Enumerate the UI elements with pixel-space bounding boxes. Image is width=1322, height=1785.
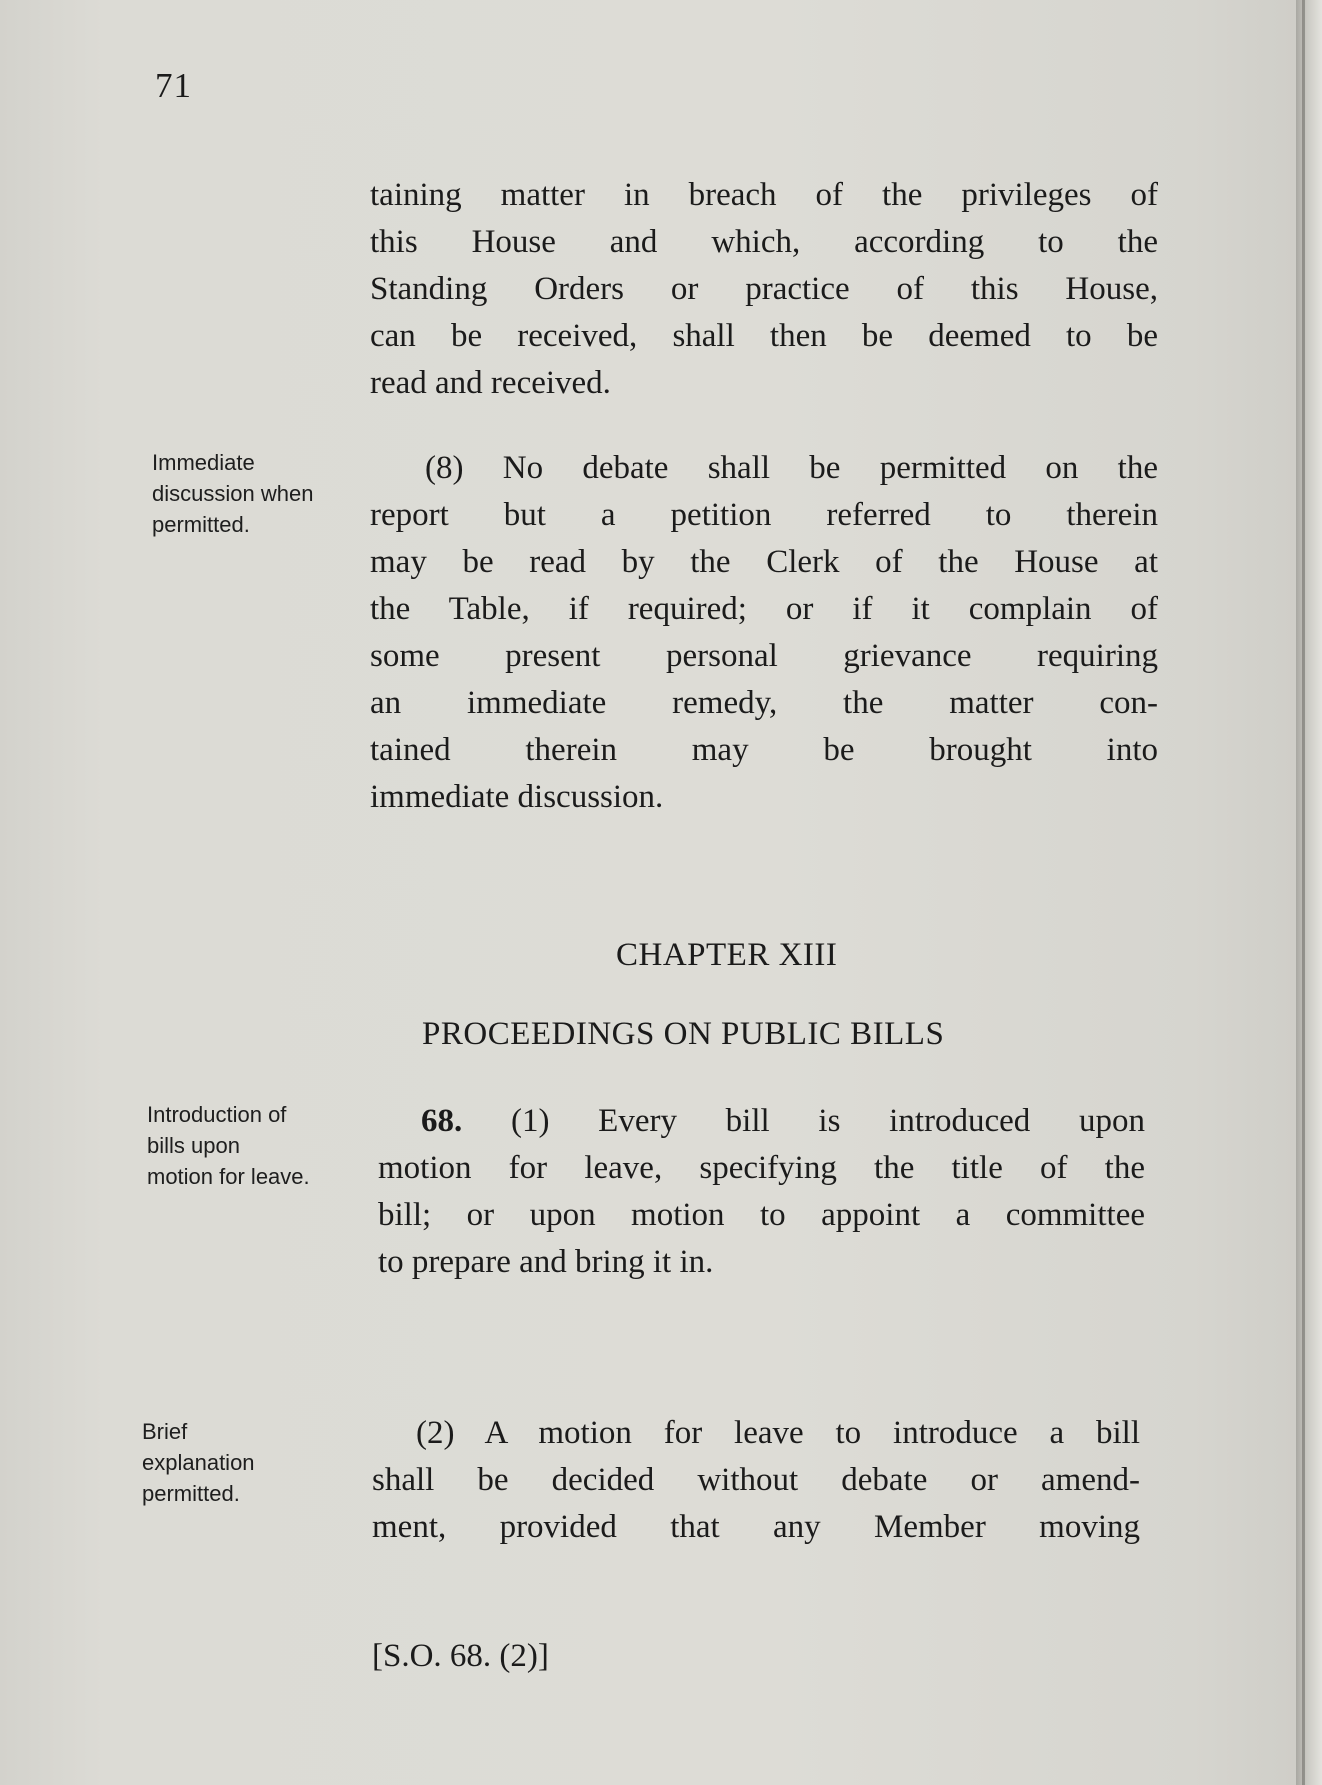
standing-order-reference: [S.O. 68. (2)] bbox=[372, 1638, 549, 1674]
text-line: tained therein may be brought into bbox=[370, 732, 1158, 768]
margin-note-line: permitted. bbox=[142, 1481, 240, 1506]
margin-note-line: bills upon bbox=[147, 1133, 240, 1158]
text-line: this House and which, according to the bbox=[370, 224, 1158, 260]
text-line: (2) A motion for leave to introduce a bill bbox=[416, 1415, 1140, 1451]
text-line: the Table, if required; or if it complain of bbox=[370, 591, 1158, 627]
text-line bbox=[421, 1098, 1145, 1145]
page-number: 71 bbox=[155, 66, 192, 105]
margin-note-line: discussion when bbox=[152, 481, 314, 506]
text-line: shall be decided without debate or amend- bbox=[372, 1462, 1140, 1498]
text-line: taining matter in breach of the privileges of bbox=[370, 177, 1158, 213]
text-line: bill; or upon motion to appoint a committee bbox=[378, 1197, 1145, 1233]
page-edge bbox=[1296, 0, 1322, 1785]
text-line: immediate discussion. bbox=[370, 779, 664, 815]
margin-note-line: motion for leave. bbox=[147, 1164, 310, 1189]
margin-note-immediate-discussion bbox=[152, 447, 313, 540]
margin-note-line: Brief bbox=[142, 1419, 188, 1444]
text-line: some present personal grievance requiring bbox=[370, 638, 1158, 674]
text-line: may be read by the Clerk of the House at bbox=[370, 544, 1158, 580]
chapter-number: CHAPTER XIII bbox=[616, 937, 838, 973]
text-line: report but a petition referred to therein bbox=[370, 497, 1158, 533]
margin-note-line: Introduction of bbox=[147, 1102, 287, 1127]
text-line: an immediate remedy, the matter con- bbox=[370, 685, 1158, 721]
margin-note-brief-explanation bbox=[142, 1416, 255, 1509]
text-line: read and received. bbox=[370, 365, 611, 401]
margin-note-line: Immediate bbox=[152, 450, 255, 475]
text-line: ment, provided that any Member moving bbox=[372, 1509, 1140, 1545]
margin-note-line: permitted. bbox=[152, 512, 250, 537]
text-line: to prepare and bring it in. bbox=[378, 1244, 714, 1280]
margin-note-introduction-of-bills bbox=[147, 1099, 310, 1192]
text-line: can be received, shall then be deemed to be bbox=[370, 318, 1158, 354]
chapter-title: PROCEEDINGS ON PUBLIC BILLS bbox=[422, 1016, 945, 1052]
section-number: 68. bbox=[421, 1103, 463, 1139]
text-line: motion for leave, specifying the title of the bbox=[378, 1150, 1145, 1186]
margin-note-line: explanation bbox=[142, 1450, 255, 1475]
text-line: (8) No debate shall be permitted on the bbox=[425, 450, 1158, 486]
text-fragment: (1) Every bill is introduced upon bbox=[462, 1103, 1145, 1139]
text-line: Standing Orders or practice of this House, bbox=[370, 271, 1158, 307]
binding-shadow bbox=[1302, 0, 1305, 1785]
